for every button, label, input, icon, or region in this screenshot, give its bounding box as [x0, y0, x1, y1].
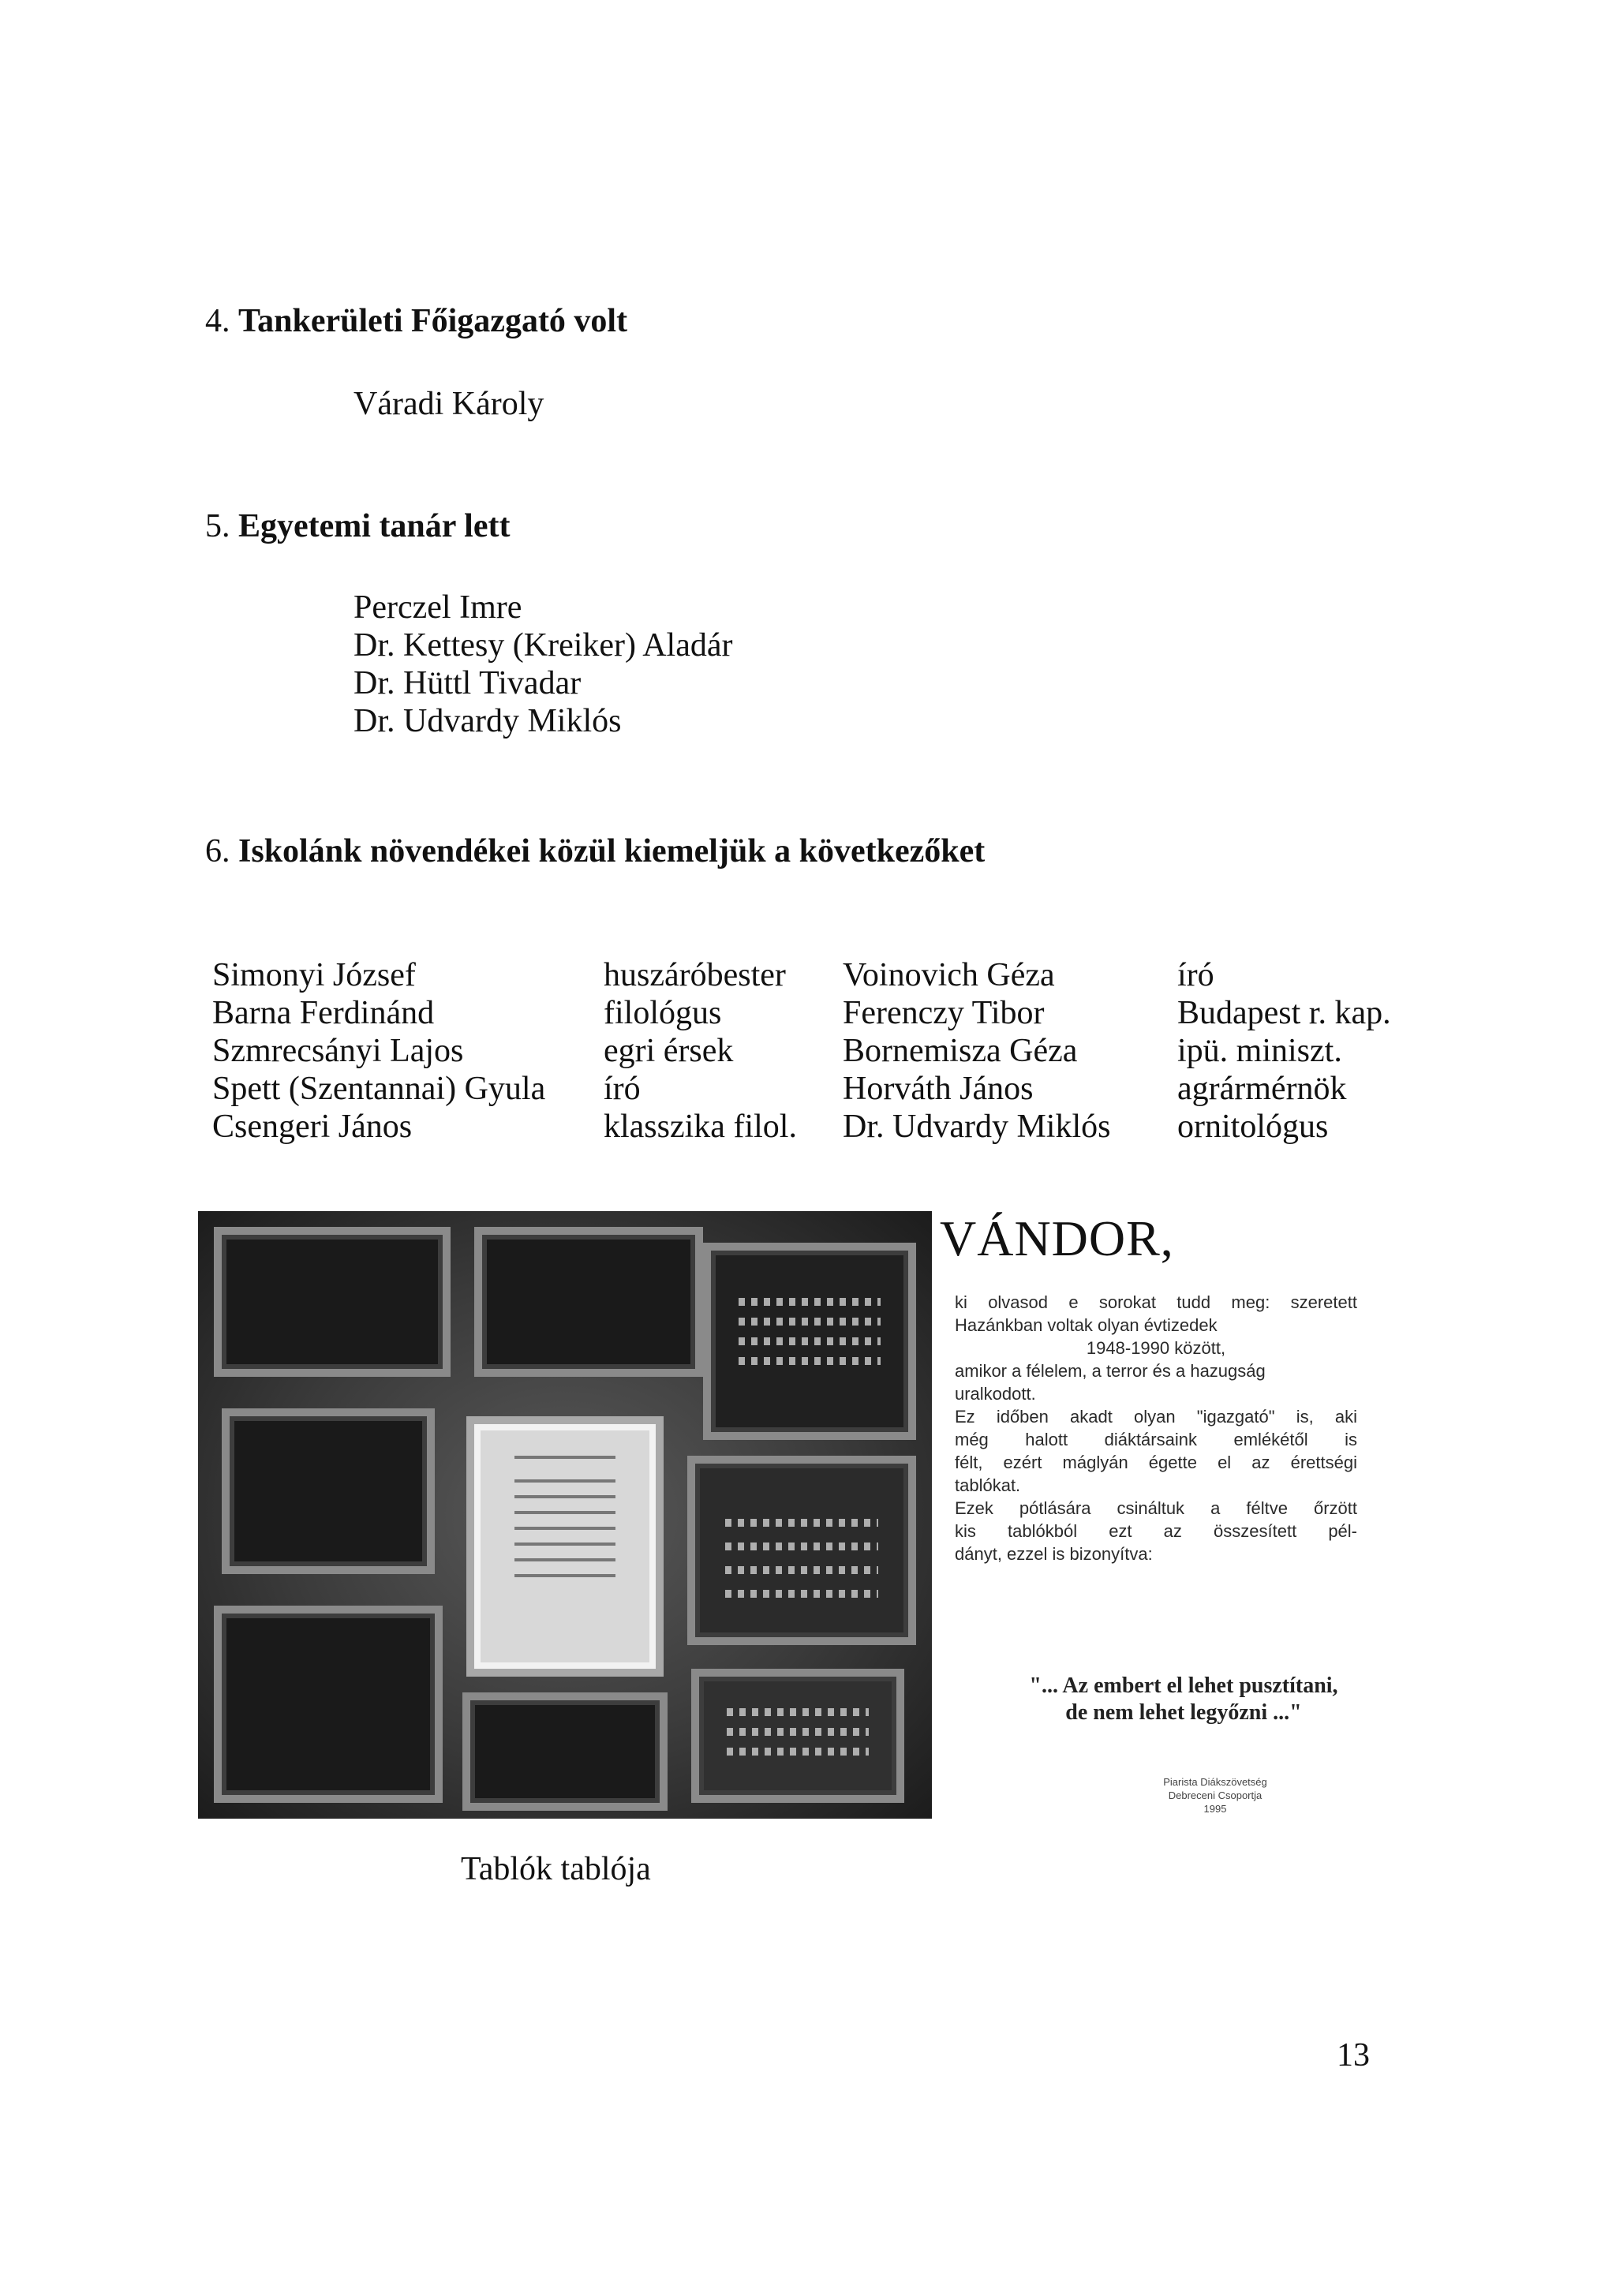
poem-line: kis tablókból ezt az összesített pél-: [955, 1521, 1357, 1541]
alumni-row: [212, 994, 1427, 1032]
alumni-role: agrármérnök: [1177, 1071, 1347, 1107]
alumni-name: Horváth János: [843, 1071, 1034, 1107]
text-line: [514, 1495, 616, 1498]
section-number: 5.: [205, 508, 230, 544]
alumni-row: [212, 1032, 1427, 1070]
signature-line: 1995: [1203, 1803, 1227, 1815]
tableau-frame: [687, 1456, 916, 1645]
poem-line: Hazánkban voltak olyan évtizedek: [955, 1315, 1218, 1335]
alumni-role: filológus: [604, 995, 722, 1031]
poem-line: tablókat.: [955, 1475, 1021, 1495]
portrait-row: [739, 1298, 881, 1306]
alumni-name: Bornemisza Géza: [843, 1033, 1078, 1069]
page-number: 13: [1337, 2037, 1370, 2074]
alumni-role: író: [604, 1071, 641, 1107]
name-item: Dr. Kettesy (Kreiker) Aladár: [354, 627, 733, 664]
section-number: 6.: [205, 833, 230, 869]
quote-line: "... Az embert el lehet pusztítani,: [1029, 1673, 1338, 1698]
alumni-table: [212, 956, 1427, 1146]
poem-line: uralkodott.: [955, 1384, 1036, 1404]
text-line: [514, 1574, 616, 1577]
poem-body: [955, 1291, 1357, 1565]
portrait-row: [727, 1748, 869, 1756]
section-4-heading: [205, 305, 627, 338]
tableau-frame: [222, 1408, 435, 1574]
text-line: [514, 1527, 616, 1530]
section-title: Iskolánk növendékei közül kiemeljük a következőket: [238, 833, 986, 869]
section-5-names: [354, 589, 732, 740]
text-line: [514, 1511, 616, 1514]
alumni-name: Barna Ferdinánd: [212, 995, 435, 1031]
name-item: Váradi Károly: [354, 386, 544, 422]
name-item: Dr. Hüttl Tivadar: [354, 665, 582, 701]
quote-line: de nem lehet legyőzni ...": [1065, 1700, 1302, 1725]
section-title: Egyetemi tanár lett: [238, 508, 511, 544]
portrait-row: [725, 1590, 878, 1598]
name-item: Perczel Imre: [354, 589, 522, 626]
section-5-heading: [205, 510, 510, 543]
poem-title: VÁNDOR,: [940, 1210, 1174, 1266]
alumni-role: ornitológus: [1177, 1109, 1329, 1145]
signature-line: Debreceni Csoportja: [1168, 1789, 1262, 1801]
alumni-row: [212, 956, 1427, 994]
portrait-row: [739, 1318, 881, 1326]
alumni-name: Spett (Szentannai) Gyula: [212, 1071, 546, 1107]
portrait-row: [739, 1357, 881, 1365]
portrait-row: [727, 1728, 869, 1736]
alumni-name: Csengeri János: [212, 1109, 413, 1145]
photo-caption: Tablók tablója: [461, 1851, 651, 1887]
alumni-name: Voinovich Géza: [843, 957, 1055, 993]
alumni-role: egri érsek: [604, 1033, 734, 1069]
poem-quote: [963, 1673, 1405, 1726]
poem-line: félt, ezért máglyán égette el az érettségi: [955, 1453, 1357, 1472]
signature-line: Piarista Diákszövetség: [1163, 1776, 1267, 1788]
name-item: Dr. Udvardy Miklós: [354, 703, 622, 739]
alumni-name: Ferenczy Tibor: [843, 995, 1045, 1031]
poem-line: dányt, ezzel is bizonyítva:: [955, 1544, 1153, 1564]
alumni-row: [212, 1108, 1427, 1146]
section-title: Tankerületi Főigazgató volt: [238, 303, 628, 339]
vandor-plaque: [466, 1416, 664, 1677]
alumni-role: Budapest r. kap.: [1177, 995, 1391, 1031]
text-line: [514, 1543, 616, 1546]
section-number: 4.: [205, 303, 230, 339]
poem-line: Ez időben akadt olyan "igazgató" is, aki: [955, 1407, 1357, 1427]
alumni-name: Szmrecsányi Lajos: [212, 1033, 464, 1069]
section-6-heading: [205, 835, 985, 868]
alumni-name: Dr. Udvardy Miklós: [843, 1109, 1111, 1145]
tableaux-photo: [198, 1211, 932, 1819]
poem-line: amikor a félelem, a terror és a hazugság: [955, 1361, 1266, 1381]
alumni-row: [212, 1070, 1427, 1108]
portrait-row: [739, 1337, 881, 1345]
poem-line: ki olvasod e sorokat tudd meg: szeretett: [955, 1292, 1357, 1312]
portrait-row: [725, 1519, 878, 1527]
portrait-row: [725, 1566, 878, 1574]
alumni-name: Simonyi József: [212, 957, 416, 993]
alumni-role: klasszika filol.: [604, 1109, 797, 1145]
alumni-role: huszáróbester: [604, 957, 786, 993]
text-line: [514, 1479, 616, 1483]
portrait-row: [727, 1708, 869, 1716]
tableau-frame: [691, 1669, 904, 1803]
tableau-frame: [214, 1227, 451, 1377]
alumni-role: ipü. miniszt.: [1177, 1033, 1342, 1069]
poem-line: Ezek pótlására csináltuk a féltve őrzött: [955, 1498, 1357, 1518]
poem-line: még halott diáktársaink emlékétől is: [955, 1430, 1357, 1449]
poem-signature: [1128, 1775, 1302, 1815]
text-line: [514, 1558, 616, 1561]
tableau-frame: [474, 1227, 703, 1377]
text-line: [514, 1456, 616, 1459]
tableau-frame: [703, 1243, 916, 1440]
portrait-row: [725, 1543, 878, 1550]
alumni-role: író: [1177, 957, 1214, 993]
section-4-names: [354, 385, 544, 423]
tableau-frame: [214, 1606, 443, 1803]
poem-line: 1948-1990 között,: [1086, 1338, 1226, 1358]
tableau-frame: [462, 1692, 668, 1811]
